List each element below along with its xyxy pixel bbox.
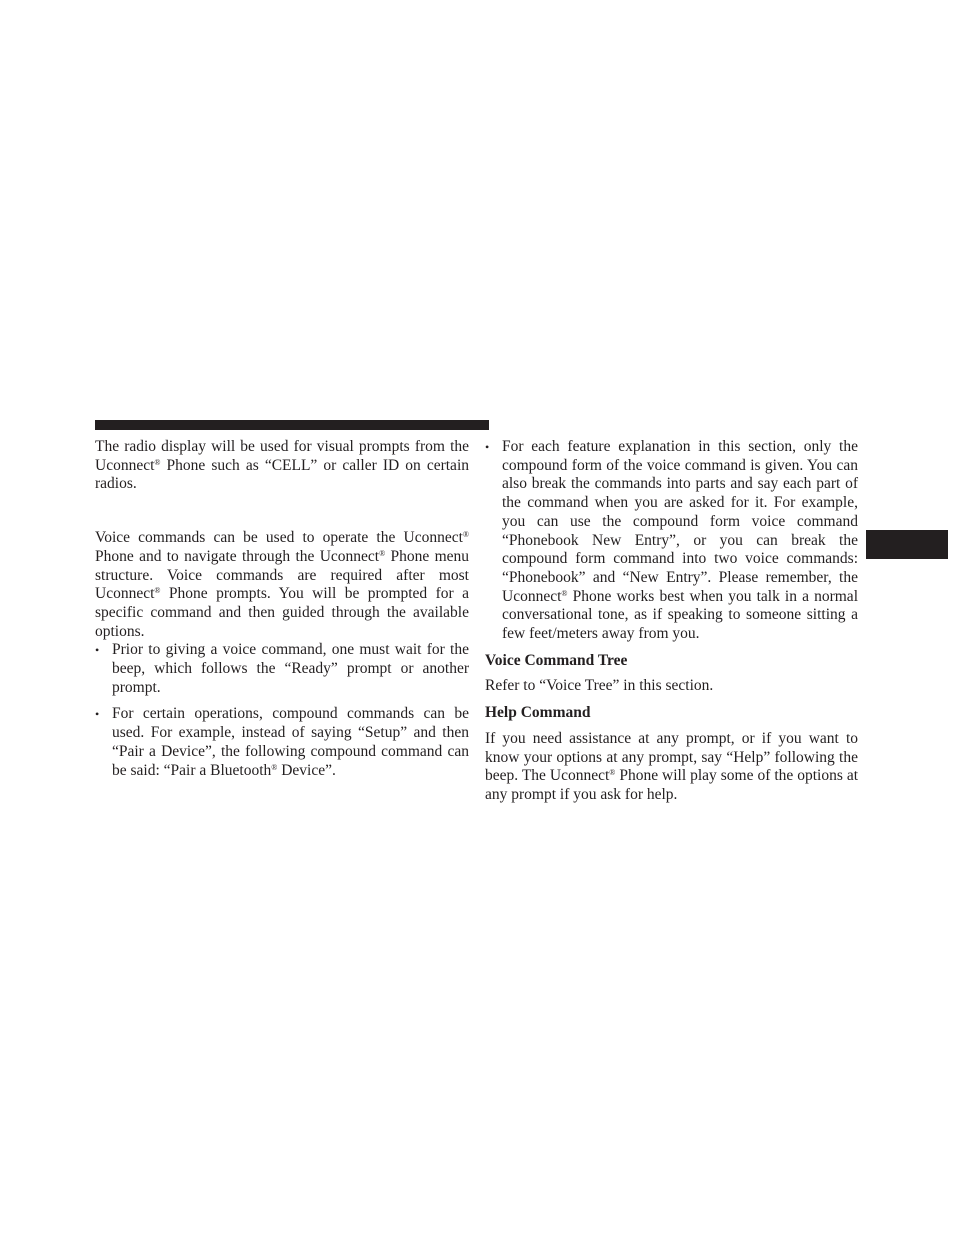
registered-mark: ® bbox=[462, 530, 469, 540]
bullet-text: For certain operations, compound commands can be used. For example, instead of saying “Setup” and then “Pair a Device”, the following compound command can be said: “Pair a Bluetooth® Device”. bbox=[112, 705, 469, 779]
right-bullet-list bbox=[485, 438, 858, 644]
help-command-heading: Help Command bbox=[485, 704, 591, 722]
left-column bbox=[95, 438, 469, 780]
registered-mark: ® bbox=[561, 588, 568, 598]
bullet-text: Prior to giving a voice command, one must wait for the beep, which follows the “Ready” prompt or another prompt. bbox=[112, 641, 469, 696]
left-bullet-list bbox=[95, 641, 469, 780]
list-item bbox=[485, 438, 858, 644]
voice-command-tree-heading: Voice Command Tree bbox=[485, 651, 628, 669]
list-item bbox=[95, 641, 469, 697]
registered-mark: ® bbox=[379, 548, 386, 558]
registered-mark: ® bbox=[271, 762, 278, 772]
bullet-icon: • bbox=[485, 440, 490, 454]
registered-mark: ® bbox=[154, 586, 161, 596]
right-column bbox=[485, 438, 858, 805]
list-item bbox=[95, 705, 469, 780]
intro-paragraph: The radio display will be used for visual prompts from the Uconnect® Phone such as “CELL” or caller ID on certain radios. bbox=[95, 438, 469, 493]
bullet-icon: • bbox=[95, 707, 100, 722]
voice-commands-paragraph: Voice commands can be used to operate the Uconnect® Phone and to navigate through the Uconnect® Phone menu structure. Voice commands are required after most Uconnect® Phone prompts. You will be prompted for a specific command and then guided through the available options. bbox=[95, 529, 469, 640]
registered-mark: ® bbox=[154, 457, 161, 467]
help-command-text: If you need assistance at any prompt, or if you want to know your options at any prompt, say “Help” following the beep. The Uconnect® Phone will play some of the options at any prompt if you ask for help. bbox=[485, 729, 859, 803]
registered-mark: ® bbox=[609, 768, 616, 778]
bullet-icon: • bbox=[95, 643, 100, 658]
chapter-tab-marker bbox=[866, 530, 948, 559]
voice-command-tree-text: Refer to “Voice Tree” in this section. bbox=[485, 677, 714, 695]
bullet-text: For each feature explanation in this section, only the compound form of the voice command is given. You can also break the commands into parts and say each part of the command when you are asked for it. For example, you can use the compound form voice command “Phonebook New Entry”, or you can break the compound form command into two voice commands: “Phonebook” and “New Entry”. Please remember, the Uconnect® Phone works best when you talk in a normal conversational tone, as if speaking to someone sitting a few feet/meters away from you. bbox=[502, 438, 858, 643]
section-rule-bar bbox=[95, 420, 489, 430]
